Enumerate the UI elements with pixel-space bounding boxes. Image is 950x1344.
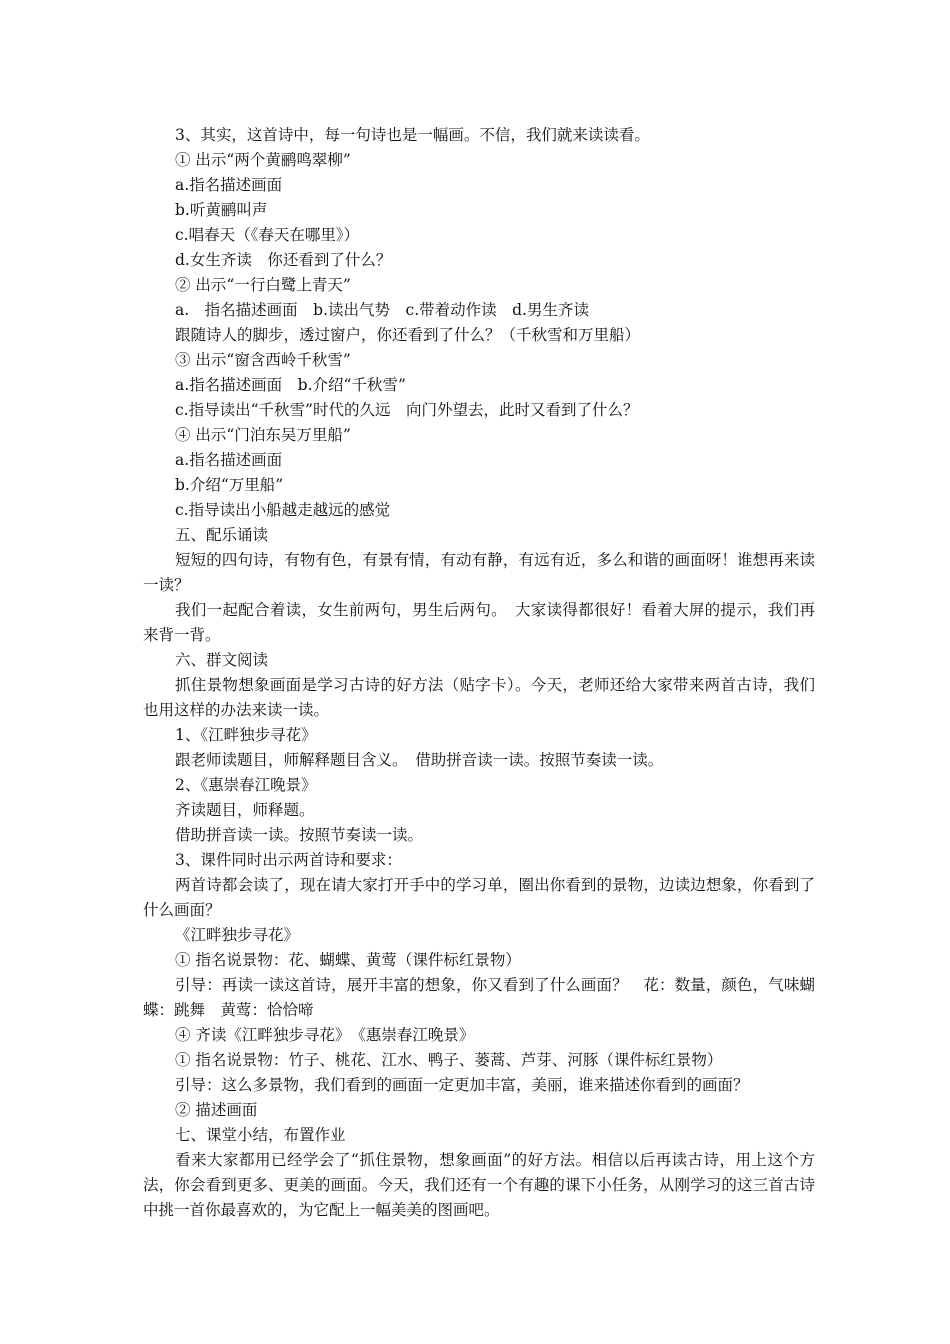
text-line: ① 指名说景物：花、蝴蝶、黄莺（课件标红景物） (175, 951, 521, 969)
paragraph: 看来大家都用已经学会了“抓住景物，想象画面”的好方法。相信以后再读古诗，用上这个方法，你会看到更多、更美的画面。今天，我们还有一个有趣的课下小任务，从刚学习的这三首古诗中挑一首你最喜欢的，为它配上一幅美美的图画吧。 (143, 1151, 815, 1219)
text-line: b.介绍“万里船” (175, 476, 284, 494)
text-line: a. 指名描述画面 b.读出气势 c.带着动作读 d.男生齐读 (175, 301, 589, 319)
text-line: 跟老师读题目，师解释题目含义。 借助拼音读一读。按照节奏读一读。 (175, 751, 664, 769)
text-line: a.指名描述画面 b.介绍“千秋雪” (175, 376, 406, 394)
text-line: 1、《江畔独步寻花》 (175, 726, 317, 744)
text-line: 《江畔独步寻花》 (175, 926, 300, 944)
text-line: c.唱春天（《春天在哪里》） (175, 226, 360, 244)
text-line: a.指名描述画面 (175, 451, 283, 469)
text-line: 借助拼音读一读。按照节奏读一读。 (175, 826, 424, 844)
text-line: ① 指名说景物：竹子、桃花、江水、鸭子、蒌蒿、芦芽、河豚（课件标红景物） (175, 1051, 723, 1069)
text-line: ② 描述画面 (175, 1101, 258, 1119)
text-line: 引导：这么多景物，我们看到的画面一定更加丰富，美丽，谁来描述你看到的画面？ (175, 1076, 749, 1094)
text-line: 七、课堂小结，布置作业 (175, 1126, 346, 1144)
text-line: 齐读题目，师释题。 (175, 801, 315, 819)
text-line: ① 出示“两个黄鹂鸣翠柳” (175, 151, 351, 169)
text-line: 五、配乐诵读 (175, 526, 269, 544)
paragraph: 引导：再读一读这首诗，展开丰富的想象，你又看到了什么画面？ 花：数量，颜色，气味蝴蝶：跳舞 黄莺：恰恰啼 (143, 976, 815, 1019)
text-line: b.听黄鹂叫声 (175, 201, 268, 219)
text-line: c.指导读出小船越走越远的感觉 (175, 501, 391, 519)
text-line: 跟随诗人的脚步，透过窗户，你还看到了什么？（千秋雪和万里船） (175, 326, 641, 344)
text-line: 3、课件同时出示两首诗和要求： (175, 851, 402, 869)
paragraph: 我们一起配合着读，女生前两句，男生后两句。 大家读得都很好！看着大屏的提示，我们再来背一背。 (143, 601, 815, 644)
document-body (143, 123, 815, 1223)
text-line: 3、其实，这首诗中，每一句诗也是一幅画。不信，我们就来读读看。 (175, 126, 650, 144)
text-line: a.指名描述画面 (175, 176, 283, 194)
text-line: ③ 出示“窗含西岭千秋雪” (175, 351, 351, 369)
text-line: c.指导读出“千秋雪”时代的久远 向门外望去，此时又看到了什么？ (175, 401, 639, 419)
paragraph: 两首诗都会读了，现在请大家打开手中的学习单，圈出你看到的景物，边读边想象，你看到了什么画面？ (143, 876, 815, 919)
paragraph: 短短的四句诗，有物有色，有景有情，有动有静，有远有近，多么和谐的画面呀！谁想再来读一读？ (143, 551, 815, 594)
text-line: ④ 出示“门泊东吴万里船” (175, 426, 351, 444)
text-line: 2、《惠崇春江晚景》 (175, 776, 317, 794)
text-line: ② 出示“一行白鹭上青天” (175, 276, 351, 294)
text-line: ④ 齐读《江畔独步寻花》 《惠崇春江晚景》 (175, 1026, 475, 1044)
paragraph: 抓住景物想象画面是学习古诗的好方法（贴字卡）。今天，老师还给大家带来两首古诗，我们也用这样的办法来读一读。 (143, 676, 815, 719)
text-line: d.女生齐读 你还看到了什么？ (175, 251, 392, 269)
text-line: 六、群文阅读 (175, 651, 269, 669)
